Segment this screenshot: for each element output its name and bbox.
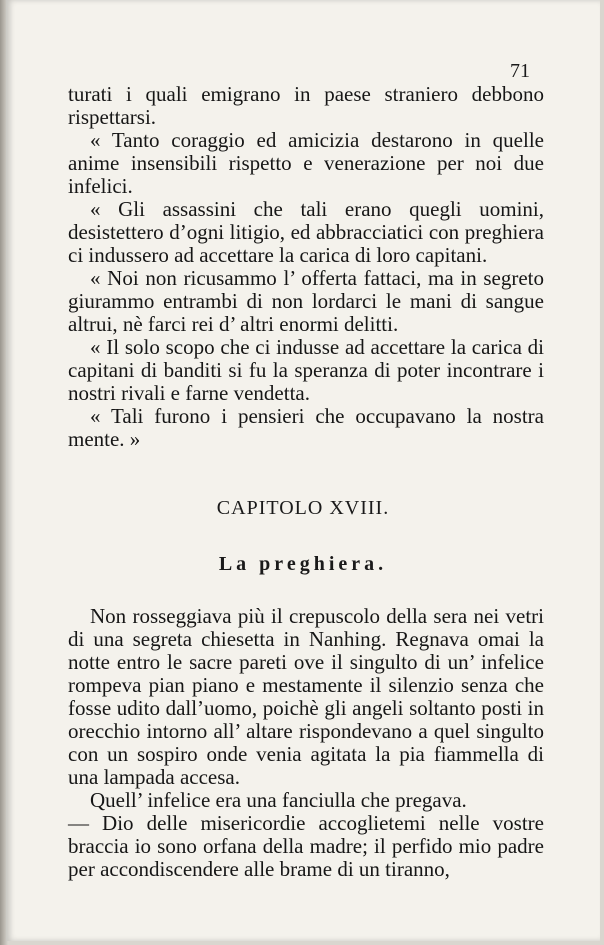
paragraph: « Noi non ricusammo l’ offerta fattaci, ma in segreto giurammo entrambi di non lordarci le mani di sangue altrui, nè farci rei d’ altri enormi delitti.	[68, 266, 544, 336]
page-number: 71	[510, 60, 530, 82]
paragraph: turati i quali emigrano in paese straniero debbono rispettarsi.	[68, 82, 544, 129]
paragraph: Quell’ infelice era una fanciulla che pregava.	[90, 788, 467, 812]
paragraph: — Dio delle misericordie accoglietemi nelle vostre braccia io sono orfana della madre; il perfido mio padre per accondiscendere alle brame di un tiranno,	[68, 811, 544, 881]
text-block-top	[68, 83, 544, 451]
paragraph: « Gli assassini che tali erano quegli uomini, desistettero d’ogni litigio, ed abbracciatici con preghiera ci indussero ad accettare la carica di loro capitani.	[68, 197, 544, 267]
chapter-title: CAPITOLO XVIII.	[216, 497, 390, 519]
paragraph: « Tanto coraggio ed amicizia destarono in quelle anime insensibili rispetto e venerazione per noi due infelici.	[68, 128, 544, 198]
paragraph: Non rosseggiava più il crepuscolo della sera nei vetri di una segreta chiesetta in Nanhing. Regnava omai la notte entro le sacre pareti ove il singulto di un’ infelice rompeva pian piano e mestamente il silenzio senza che fosse udito dall’uomo, poichè gli angeli soltanto posti in orecchio intorno all’ altare rispondevano a quel singulto con un sospiro onde venia agitata la pia fiammella di una lampada accesa.	[68, 604, 544, 789]
paragraph: « Il solo scopo che ci indusse ad accettare la carica di capitani di banditi si fu la speranza di poter incontrare i nostri rivali e farne vendetta.	[68, 335, 544, 405]
book-page	[6, 0, 600, 941]
text-block-bottom	[68, 605, 544, 881]
paragraph: « Tali furono i pensieri che occupavano la nostra mente. »	[68, 404, 544, 451]
section-title: La preghiera.	[218, 553, 388, 575]
